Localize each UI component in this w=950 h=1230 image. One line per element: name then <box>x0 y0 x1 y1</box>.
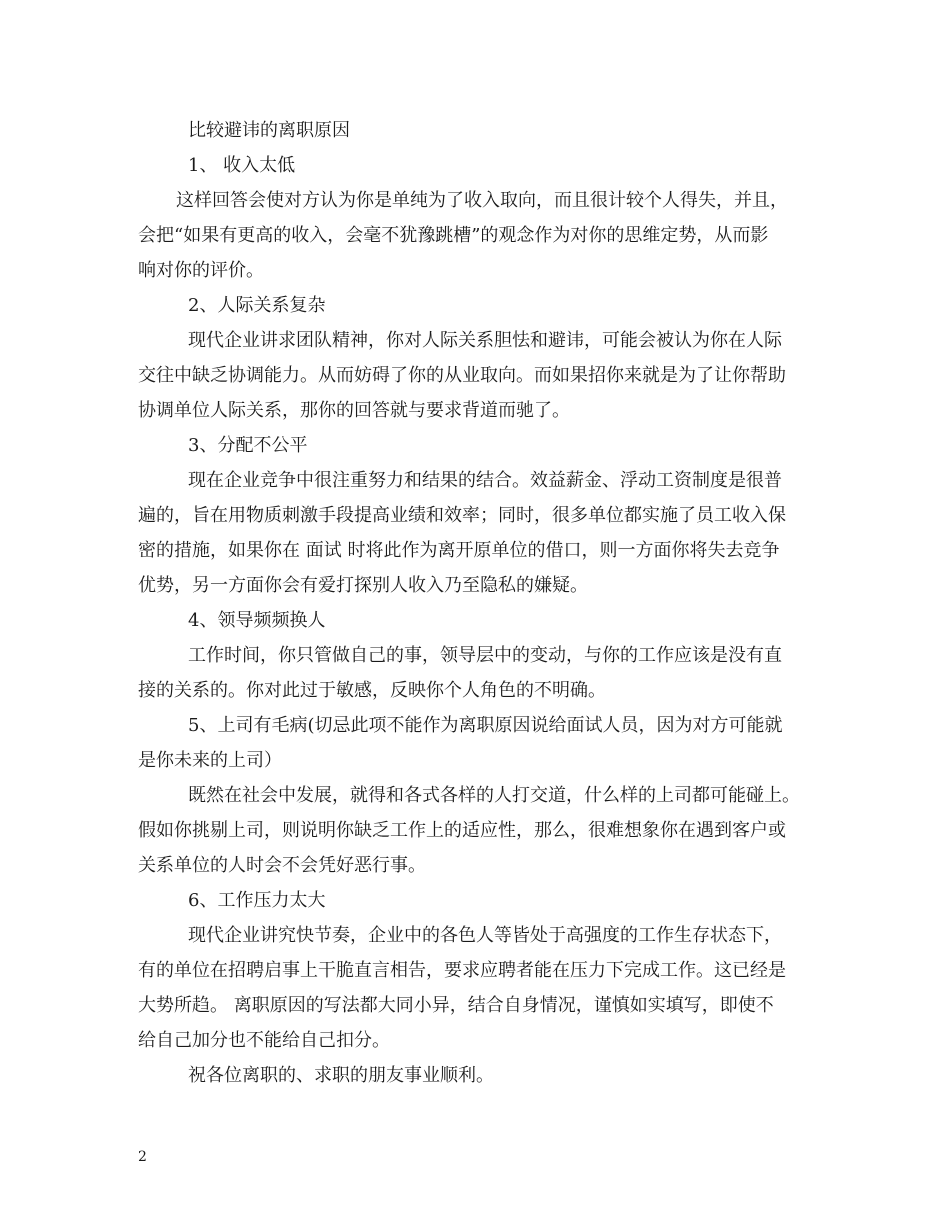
item-heading-5: 5、上司有毛病(切忌此项不能作为离职原因说给面试人员，因为对方可能就 <box>188 715 783 736</box>
item-heading-3: 3、分配不公平 <box>188 435 308 456</box>
paragraph-line: 工作时间，你只管做自己的事，领导层中的变动，与你的工作应该是没有直 <box>188 645 782 666</box>
paragraph-line: 交往中缺乏协调能力。从而妨碍了你的从业取向。而如果招你来就是为了让你帮助 <box>138 365 786 386</box>
section-heading: 比较避讳的离职原因 <box>188 120 350 141</box>
item-heading-2: 2、人际关系复杂 <box>188 295 326 316</box>
item-heading-6: 6、工作压力太大 <box>188 890 326 911</box>
item-heading-1: 1、 收入太低 <box>188 155 296 176</box>
paragraph-line: 给自己加分也不能给自己扣分。 <box>138 1030 390 1051</box>
paragraph-line: 是你未来的上司） <box>138 750 282 771</box>
paragraph-line: 遍的，旨在用物质刺激手段提高业绩和效率；同时，很多单位都实施了员工收入保 <box>138 505 786 526</box>
paragraph-line: 响对你的评价。 <box>138 260 264 281</box>
paragraph-line: 这样回答会使对方认为你是单纯为了收入取向，而且很计较个人得失，并且， <box>176 190 788 211</box>
paragraph-line: 协调单位人际关系，那你的回答就与要求背道而驰了。 <box>138 400 570 421</box>
paragraph-line: 优势，另一方面你会有爱打探别人收入乃至隐私的嫌疑。 <box>138 575 588 596</box>
paragraph-line: 现代企业讲究快节奏，企业中的各色人等皆处于高强度的工作生存状态下， <box>188 925 782 946</box>
paragraph-line: 密的措施，如果你在 面试 时将此作为离开原单位的借口，则一方面你将失去竞争 <box>138 540 780 561</box>
page-number: 2 <box>138 1149 147 1165</box>
closing-line: 祝各位离职的、求职的朋友事业顺利。 <box>188 1065 494 1086</box>
paragraph-line: 现代企业讲求团队精神，你对人际关系胆怯和避讳，可能会被认为你在人际 <box>188 330 782 351</box>
paragraph-line: 既然在社会中发展，就得和各式各样的人打交道，什么样的上司都可能碰上。 <box>188 785 800 806</box>
paragraph-line: 现在企业竞争中很注重努力和结果的结合。效益薪金、浮动工资制度是很普 <box>188 470 782 491</box>
paragraph-line: 大势所趋。 离职原因的写法都大同小异，结合自身情况，谨慎如实填写，即使不 <box>138 995 774 1016</box>
paragraph-line: 接的关系的。你对此过于敏感，反映你个人角色的不明确。 <box>138 680 606 701</box>
paragraph-line: 有的单位在招聘启事上干脆直言相告，要求应聘者能在压力下完成工作。这已经是 <box>138 960 786 981</box>
paragraph-line: 会把“如果有更高的收入，会毫不犹豫跳槽”的观念作为对你的思维定势，从而影 <box>138 225 769 246</box>
paragraph-line: 假如你挑剔上司，则说明你缺乏工作上的适应性，那么，很难想象你在遇到客户或 <box>138 820 786 841</box>
paragraph-line: 关系单位的人时会不会凭好恶行事。 <box>138 855 426 876</box>
item-heading-4: 4、领导频频换人 <box>188 610 326 631</box>
